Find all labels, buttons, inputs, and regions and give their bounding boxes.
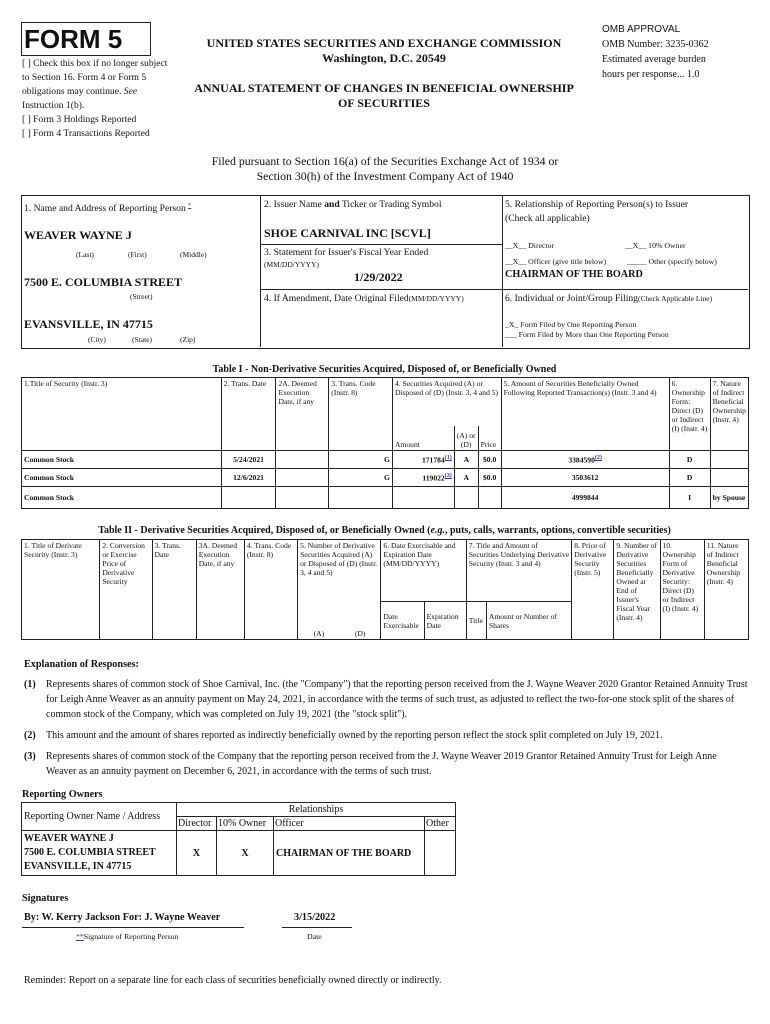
t1-nature [710, 487, 748, 509]
t2-h-date-ex: Date Exercisable [381, 602, 424, 640]
explanation-number: (1) [24, 679, 36, 690]
t2-h-form: 10. Ownership Form of Derivative Security: Direct (D) or Indirect (I) (Instr. 4) [660, 540, 704, 640]
officer-title: CHAIRMAN OF THE BOARD [505, 269, 643, 280]
explanation-number: (3) [24, 751, 36, 762]
t2-h-nature: 11. Nature of Indirect Beneficial Ownership (Instr. 4) [704, 540, 748, 640]
explanation-item [24, 749, 748, 779]
box5-label1: 5. Relationship of Reporting Person(s) to Issuer [505, 199, 689, 210]
omb-title: OMB APPROVAL [602, 24, 681, 35]
filed-pursuant-line2: Section 30(h) of the Investment Company Act of 1940 [256, 169, 514, 183]
reporting-city: EVANSVILLE, IN 47715 [24, 317, 153, 331]
signature-label [76, 932, 178, 941]
statement-title-line2: OF SECURITIES [338, 96, 430, 110]
signature-by: By: W. Kerry Jackson For: J. Wayne Weaver [24, 912, 221, 923]
box2-label [264, 199, 442, 210]
t1-price [478, 451, 501, 469]
form3-checkbox[interactable]: [ ] Form 3 Holdings Reported [22, 114, 137, 125]
box6-sub: (Check Applicable Line) [637, 294, 713, 303]
box4-label-text: 4. If Amendment, Date Original Filed [264, 293, 409, 304]
t1-form-value: D [686, 473, 693, 482]
ro-other [425, 831, 456, 876]
t1-price [478, 487, 501, 509]
t1-title [22, 469, 222, 487]
t1-form [669, 451, 710, 469]
ro-ten: X [217, 831, 274, 876]
t1-price-value: $0.0 [482, 473, 497, 482]
table2-title-post: , puts, calls, warrants, options, convertible securities) [444, 525, 671, 536]
t1-h-date: 2. Trans. Date [221, 378, 276, 451]
reporting-street: 7500 E. COLUMBIA STREET [24, 275, 183, 289]
t1-deemed [276, 451, 329, 469]
street-label: (Street) [130, 292, 153, 301]
t2-h-number: 5. Number of Derivative Securities Acquired (A) or Disposed of (D) (Instr. 3, 4 and 5) [298, 540, 381, 602]
t1-deemed [276, 469, 329, 487]
t1-code-value: G [384, 473, 390, 482]
t2-h-a: (A) [298, 602, 340, 640]
t1-owned-value: 3384590 [568, 455, 595, 465]
t1-title [22, 451, 222, 469]
footnote-link[interactable]: (3) [444, 473, 452, 480]
filed-pursuant-line1: Filed pursuant to Section 16(a) of the Securities Exchange Act of 1934 or [211, 154, 559, 168]
fiscal-year-end: 1/29/2022 [354, 270, 403, 284]
signatures-title: Signatures [22, 893, 69, 904]
explanation-item [24, 728, 748, 743]
ro-h-officer: Officer [274, 817, 425, 831]
t1-h-securities: 4. Securities Acquired (A) or Disposed of (D) (Instr. 3, 4 and 5) [392, 378, 501, 426]
box2-label-pre: 2. Issuer Name [264, 199, 325, 210]
agency-header [170, 36, 598, 66]
t1-owned [501, 451, 669, 469]
t1-code [329, 451, 393, 469]
signature-label-text: Signature of Reporting Person [83, 932, 179, 941]
zip-label: (Zip) [180, 335, 196, 344]
t1-h-nature: 7. Nature of Indirect Beneficial Ownership (Instr. 4) [710, 378, 748, 451]
footnote-link[interactable]: (2) [594, 455, 602, 462]
ten-percent-checkbox[interactable]: __X__ 10% Owner [625, 241, 686, 250]
t1-aord-value: A [463, 455, 469, 464]
table-row [22, 469, 749, 487]
see-text: See [123, 86, 138, 97]
director-checkbox[interactable]: __X__ Director [505, 241, 555, 250]
t1-date-value: 12/6/2021 [233, 473, 264, 482]
reporting-owners-table [21, 802, 456, 876]
t2-h-underlying: 7. Title and Amount of Securities Underlying Derivative Security (Instr. 3 and 4) [466, 540, 571, 602]
t1-nature [710, 469, 748, 487]
last-label: (Last) [76, 250, 94, 259]
signature-date: 3/15/2022 [294, 912, 336, 923]
first-label: (First) [128, 250, 147, 259]
explanation-text: Represents shares of common stock of the Company that the reporting person received from the J. Wayne Weaver 2019 Grantor Retained Annuity Trust for Leigh Anne Weaver as an annuity payment on December 6, 2021, in accordance with the terms of such trust. [46, 751, 717, 777]
explanation-number: (2) [24, 730, 36, 741]
table1-title: Table I - Non-Derivative Securities Acquired, Disposed of, or Beneficially Owned [212, 364, 557, 375]
reporting-owners-title: Reporting Owners [22, 789, 103, 800]
footnote-link[interactable]: (1) [444, 455, 452, 462]
ro-h-relationships: Relationships [177, 803, 456, 817]
t1-amount-value: 119022 [422, 473, 445, 483]
date-label: Date [307, 932, 322, 941]
signature-footnote-link[interactable]: ** [76, 932, 84, 941]
t2-h-code: 4. Trans. Code (Instr. 8) [244, 540, 297, 640]
box3-sub: (MM/DD/YYYY) [264, 260, 319, 269]
officer-checkbox[interactable]: __X__ Officer (give title below) [505, 257, 607, 266]
t2-h-num-owned: 9. Number of Derivative Securities Beneficially Owned at End of Issuer's Fiscal Year (Instr. 4) [614, 540, 660, 640]
ro-h-other: Other [425, 817, 456, 831]
box2-label-and: and [324, 199, 340, 210]
t2-h-exp: Expiration Date [424, 602, 466, 640]
ro-name3: EVANSVILLE, IN 47715 [24, 861, 132, 872]
explanation-text: Represents shares of common stock of Shoe Carnival, Inc. (the "Company") that the reporting person received from the J. Wayne Weaver 2020 Grantor Retained Annuity Trust for Leigh Anne Weaver as an annuity payment on May 24, 2021, in accordance with the terms of such trust, as adjusted to reflect the two-for-one stock split of the shares of common stock of the Company, which was completed on July 19, 2021 (the "stock split"). [46, 679, 748, 720]
table-row [22, 451, 749, 469]
omb-burden1: Estimated average burden [602, 54, 706, 65]
ro-director: X [177, 831, 217, 876]
table2 [21, 539, 749, 640]
one-person-radio[interactable]: _X_ Form Filed by One Reporting Person [505, 320, 637, 329]
t1-code-value: G [384, 455, 390, 464]
t2-h-deemed: 3A. Deemed Execution Date, if any [196, 540, 244, 640]
no-longer-subject-checkbox[interactable]: [ ] Check this box if no longer subject to Section 16. Form 4 or Form 5 obligations may continue. [22, 58, 168, 97]
t1-form-value: I [688, 493, 692, 502]
ro-name2: 7500 E. COLUMBIA STREET [24, 847, 156, 858]
t1-h-code: 3. Trans. Code (Instr. 8) [329, 378, 393, 451]
t1-code [329, 487, 393, 509]
table2-title-pre: Table II - Derivative Securities Acquired, Disposed of, or Beneficially Owned ( [98, 525, 431, 536]
t1-date [221, 469, 276, 487]
t1-amount [392, 469, 454, 487]
ro-h-director: Director [177, 817, 217, 831]
t1-aord [454, 469, 478, 487]
reminder: Reminder: Report on a separate line for each class of securities beneficially owned directly or indirectly. [24, 975, 442, 986]
t1-h-form: 6. Ownership Form: Direct (D) or Indirect (I) (Instr. 4) [669, 378, 710, 451]
t2-h-date: 3. Trans. Date [152, 540, 196, 640]
t1-amount-value: 171784 [421, 455, 445, 465]
t1-amount [392, 451, 454, 469]
t1-h-aord: (A) or (D) [454, 426, 478, 451]
t1-h-amount: Amount [392, 426, 454, 451]
box6-label [505, 293, 712, 304]
checkbox-notes [22, 57, 170, 141]
table-row [22, 487, 749, 509]
t1-price-value: $0.0 [482, 455, 497, 464]
t2-h-u-amount: Amount or Number of Shares [486, 602, 571, 640]
t1-h-price: Price [478, 426, 501, 451]
table1 [21, 377, 749, 509]
reporting-person-name: WEAVER WAYNE J [24, 228, 132, 242]
t1-owned-value: 4999844 [571, 493, 599, 502]
t1-aord [454, 451, 478, 469]
t2-h-conversion: 2. Conversion or Exercise Price of Derivative Security [100, 540, 152, 640]
t1-date [221, 487, 276, 509]
omb-burden2: hours per response... 1.0 [602, 69, 700, 80]
t2-h-d: (D) [340, 602, 381, 640]
t1-owned-value: 3503612 [571, 473, 599, 482]
t1-form-value: D [686, 455, 693, 464]
state-label: (State) [132, 335, 152, 344]
box2-label-post: Ticker or Trading Symbol [339, 199, 442, 210]
t1-title [22, 487, 222, 509]
table2-title [21, 525, 748, 536]
t1-code [329, 469, 393, 487]
instruction-text: Instruction 1(b). [22, 100, 85, 111]
t2-h-title: 1. Title of Derivate Security (Instr. 3) [22, 540, 100, 640]
multi-person-radio[interactable]: ___ Form Filed by More than One Reporting Person [505, 330, 669, 339]
omb-approval [602, 22, 752, 82]
t1-form [669, 469, 710, 487]
t2-h-u-title: Title [466, 602, 486, 640]
box1-star-link[interactable]: * [188, 203, 192, 209]
t1-aord [454, 487, 478, 509]
t1-owned [501, 487, 669, 509]
ro-officer: CHAIRMAN OF THE BOARD [274, 831, 425, 876]
statement-title [160, 81, 608, 111]
t1-nature-value: by Spouse [712, 493, 746, 502]
t1-date-value: 5/24/2021 [233, 455, 264, 464]
omb-number: OMB Number: 3235-0362 [602, 39, 709, 50]
form4-checkbox[interactable]: [ ] Form 4 Transactions Reported [22, 128, 150, 139]
explanation-item [24, 677, 748, 722]
ro-h-name: Reporting Owner Name / Address [22, 803, 177, 831]
ro-row [22, 831, 456, 876]
t2-h-exercisable: 6. Date Exercisable and Expiration Date (MM/DD/YYYY) [381, 540, 466, 602]
t1-h-title: 1.Title of Security (Instr. 3) [22, 378, 222, 451]
explanation-list [24, 677, 748, 785]
box4-sub: (MM/DD/YYYY) [408, 294, 464, 303]
issuer-name: SHOE CARNIVAL INC [SCVL] [264, 226, 431, 240]
t1-aord-value: A [463, 473, 469, 482]
t1-price [478, 469, 501, 487]
ro-h-ten: 10% Owner [217, 817, 274, 831]
box1-label-text: 1. Name and Address of Reporting Person [24, 203, 186, 215]
other-checkbox[interactable]: _____ Other (specify below) [627, 257, 717, 266]
box1-label [24, 203, 191, 214]
box4-label [264, 293, 464, 304]
t1-form [669, 487, 710, 509]
t1-h-owned: 5. Amount of Securities Beneficially Owned Following Reported Transaction(s) (Instr. 3 and 4) [501, 378, 669, 451]
t2-h-price: 8. Price of Derivative Security (Instr. 5) [572, 540, 614, 640]
t1-deemed [276, 487, 329, 509]
form-title: FORM 5 [24, 24, 123, 54]
t1-date [221, 451, 276, 469]
filed-pursuant [150, 154, 620, 184]
t1-nature [710, 451, 748, 469]
box5-label [505, 198, 688, 226]
city-label: (City) [88, 335, 106, 344]
t1-title-value: Common Stock [24, 455, 74, 464]
box3-label: 3. Statement for Issuer's Fiscal Year Ended [264, 247, 429, 258]
agency-line1: UNITED STATES SECURITIES AND EXCHANGE COMMISSION [206, 36, 562, 50]
t1-owned [501, 469, 669, 487]
t1-title-value: Common Stock [24, 493, 74, 502]
middle-label: (Middle) [180, 250, 207, 259]
t1-amount [392, 487, 454, 509]
explanation-text: This amount and the amount of shares reported as indirectly beneficially owned by the reporting person reflect the stock split completed on July 19, 2021. [46, 730, 663, 741]
agency-line2: Washington, D.C. 20549 [322, 51, 446, 65]
statement-title-line1: ANNUAL STATEMENT OF CHANGES IN BENEFICIAL OWNERSHIP [194, 81, 574, 95]
ro-name1: WEAVER WAYNE J [24, 833, 114, 844]
table2-title-eg: e.g. [430, 525, 445, 536]
t1-h-deemed: 2A. Deemed Execution Date, if any [276, 378, 329, 451]
form-title-box [21, 22, 151, 56]
t1-title-value: Common Stock [24, 473, 74, 482]
explanation-title: Explanation of Responses: [24, 659, 139, 670]
box6-label-text: 6. Individual or Joint/Group Filing [505, 293, 638, 304]
box5-label2: (Check all applicable) [505, 213, 590, 224]
